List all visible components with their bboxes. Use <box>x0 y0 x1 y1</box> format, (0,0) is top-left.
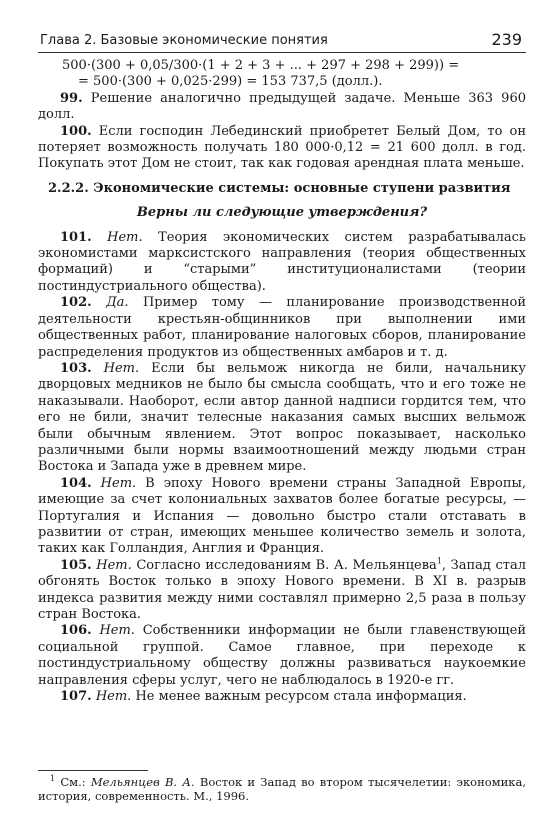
answer-number: 103. <box>60 360 92 376</box>
answer-text: Решение аналогично предыдущей задаче. Меньше 363 960 долл. <box>38 90 526 123</box>
answer-verdict: Нет. <box>100 475 137 491</box>
answer-number: 107. <box>60 689 92 705</box>
footnote-divider <box>38 770 148 771</box>
footnote-mark: 1 <box>50 774 56 784</box>
answer-104 <box>38 476 526 558</box>
answer-text: Согласно исследованиям В. А. Мельянцева <box>136 557 437 573</box>
answer-text: Теория экономических систем разрабатывалась экономистами марксистского направления (теория общественных формаций) и “старыми” институционалистами (теории постиндустриального общества). <box>38 229 526 294</box>
answer-number: 99. <box>60 90 83 106</box>
answer-101 <box>38 230 526 296</box>
answer-verdict: Да. <box>106 295 129 311</box>
footnote-text: Восток и Запад во втором тысячелетии: экономика, история, современность. М., 1996. <box>38 775 526 803</box>
formula <box>38 58 526 91</box>
answer-105 <box>38 558 526 624</box>
footnote-author: Мельянцев В. А. <box>90 775 195 789</box>
section-subtitle: Верны ли следующие утверждения? <box>136 205 428 221</box>
answer-107 <box>38 689 526 705</box>
answer-text: Если господин Лебединский приобретет Белый Дом, то он потеряет возможность получать 180 000·0,12 = 21 600 долл. в год. Покупать этот Дом не стоит, так как годовая арендная плата меньше. <box>38 123 526 172</box>
answer-number: 106. <box>60 623 92 639</box>
answer-text-continued: , Запад стал обгонять Восток только в эпоху Нового времени. В XI в. разрыв индекса развития между ними составлял примерно 2,5 раза в пользу стран Востока. <box>38 557 526 622</box>
page-number: 239 <box>491 30 522 49</box>
answer-102 <box>38 295 526 361</box>
answer-number: 105. <box>60 557 92 573</box>
answer-text: Не менее важным ресурсом стала информация. <box>135 689 467 705</box>
answer-number: 100. <box>60 123 92 139</box>
answer-verdict: Нет. <box>96 557 132 573</box>
page-body <box>38 58 526 705</box>
formula-line-2: = 500·(300 + 0,025·299) = 153 737,5 (долл.). <box>78 74 383 90</box>
footnote-prefix: См.: <box>60 775 86 789</box>
answer-text: Если бы вельмож никогда не били, начальнику дворцовых медников не было бы смысла сообщать, что и его тоже не наказывали. Наоборот, если автор данной надписи гордится тем, что его не били, значит телесные наказания самых высших вельмож были обычным явлением. Этот вопрос показывает, насколько различными были нормы взаимоотношений между людьми стран Востока и Запада уже в древнем мире. <box>38 360 526 475</box>
chapter-title: Глава 2. Базовые экономические понятия <box>40 33 328 48</box>
answer-number: 102. <box>60 295 92 311</box>
formula-line-1: 500·(300 + 0,05/300·(1 + 2 + 3 + ... + 297 + 298 + 299)) = <box>62 58 460 73</box>
answer-103 <box>38 361 526 476</box>
answer-verdict: Нет. <box>99 623 135 639</box>
running-header <box>38 30 526 53</box>
answer-text: Собственники информации не были главенствующей социальной группой. Самое главное, при переходе к постиндустриальному обществу должны развиваться наукоемкие направления сферы услуг, чего не наблюдалось в 1920-е гг. <box>38 623 526 688</box>
footnote <box>38 775 526 803</box>
answer-100 <box>38 124 526 173</box>
answer-verdict: Нет. <box>95 689 132 705</box>
answer-text: Пример тому — планирование производственной деятельности крестьян-общинников при выполнении ими общественных работ, планирование налоговых сборов, планирование распределения продуктов из общественных амбаров и т. д. <box>38 295 527 360</box>
answer-number: 104. <box>60 475 92 491</box>
answer-text: В эпоху Нового времени страны Западной Европы, имеющие за счет колониальных захватов более богатые ресурсы, — Португалия и Испания — довольно быстро стали отставать в развитии от стран, имеющих меньшее количество земель и золота, таких как Голландия, Англия и Франция. <box>38 475 526 557</box>
section-title: 2.2.2. Экономические системы: основные ступени развития <box>48 180 511 196</box>
answer-verdict: Нет. <box>103 360 140 376</box>
answer-number: 101. <box>60 229 92 245</box>
answer-106 <box>38 623 526 689</box>
answer-verdict: Нет. <box>107 229 143 245</box>
answer-99 <box>38 91 526 124</box>
footnote-reference[interactable]: 1 <box>436 556 442 566</box>
